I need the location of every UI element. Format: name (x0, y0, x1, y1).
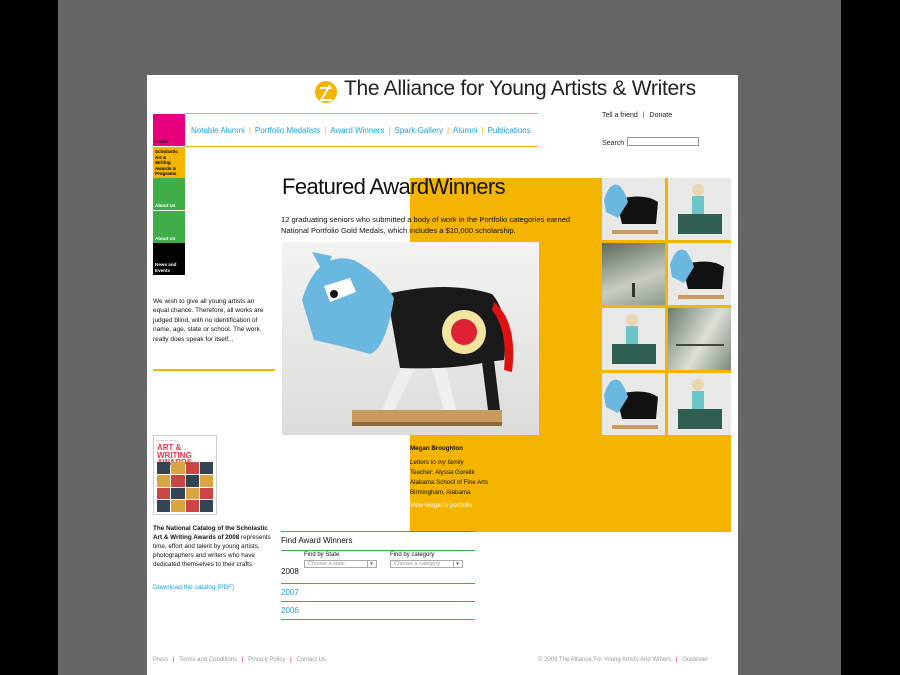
footer-copyright (538, 657, 708, 663)
year-2007-link[interactable]: 2007 (281, 588, 299, 597)
catalog-cover-image[interactable] (153, 435, 217, 515)
footer-links (153, 657, 326, 663)
find-title: Find Award Winners (281, 536, 353, 545)
side-block-news-events[interactable]: News and Events (153, 243, 185, 275)
thumbnail-horse-1[interactable] (602, 178, 665, 240)
footer-terms-link[interactable]: Terms and Conditions (179, 657, 238, 663)
state-select[interactable] (304, 560, 377, 568)
catalog-description (153, 525, 271, 570)
side-block-scholastic[interactable]: Scholastic Art & Writing Awards & Programs (153, 147, 185, 179)
find-by-category-label: Find by category (390, 552, 435, 558)
category-select[interactable] (390, 560, 463, 568)
category-select-value: Choose a category (394, 561, 441, 567)
footer-separator: | (290, 657, 292, 663)
search-input[interactable] (627, 137, 699, 146)
nav-publications[interactable]: Publications (487, 125, 531, 135)
feature-description: 12 graduating seniors who submitted a body of work in the Portfolio categories earned National Portfolio Gold Medals, which includes a $10,000 scholarship. (281, 215, 571, 235)
cover-header-rule: — — — — — (156, 438, 178, 442)
download-catalog-label[interactable]: Download the catalog (153, 584, 216, 591)
thumbnail-horse-3[interactable] (602, 373, 665, 435)
view-portfolio-link[interactable]: View Megan's portfolio (410, 501, 472, 509)
footer-separator: | (675, 657, 678, 663)
find-by-state-label: Find by State (304, 552, 340, 558)
divider (153, 369, 275, 371)
thumbnail-landscape-2[interactable] (668, 308, 731, 370)
thumbnail-grid (602, 178, 731, 433)
nav-separator: | (388, 125, 391, 135)
figure-sculpture-icon (668, 373, 731, 435)
thumbnail-landscape-1[interactable] (602, 243, 665, 305)
catalog-description-rest: represents time, effort and talent by young artists, photographers and writers who have dedicated themselves to their crafts (153, 533, 271, 568)
footer-separator: | (241, 657, 244, 663)
catalog-cover-title: ART & WRITING (157, 443, 192, 460)
guidester-link[interactable]: Guidester (682, 657, 709, 663)
utility-separator: | (642, 112, 645, 119)
landscape-photo-icon (602, 243, 665, 305)
utility-links (602, 112, 672, 119)
catalog-description-bold: The National Catalog of the Scholastic Art & Writing Awards of 2008 (153, 525, 268, 541)
thumbnail-figure-1[interactable] (668, 178, 731, 240)
figure-sculpture-icon (668, 178, 731, 240)
feature-title: Featured AwardWinners (282, 174, 505, 199)
page (147, 75, 738, 675)
footer-contact-link[interactable]: Contact Us (296, 657, 327, 663)
chevron-down-icon[interactable]: ▾ (453, 561, 461, 567)
nav-notable-alumni[interactable]: Notable Alumni (191, 125, 245, 135)
year-2008[interactable]: 2008 (281, 567, 299, 576)
artist-teacher: Teacher: Alyssa Gorelik (410, 468, 475, 476)
nav-separator: | (446, 125, 450, 135)
nav-spark-gallery[interactable]: Spark Gallery (394, 125, 443, 135)
search-label: Search (602, 140, 625, 147)
green-divider (281, 619, 475, 620)
nav-separator: | (248, 125, 251, 135)
nav-portfolio-medalists[interactable]: Portfolio Medalists (254, 125, 321, 135)
chevron-down-icon[interactable]: ▾ (367, 561, 375, 567)
artwork-title: Letters to my family (410, 458, 464, 466)
find-row-2008 (281, 551, 475, 583)
horse-sculpture-icon (602, 373, 665, 435)
artwork-caption (410, 444, 540, 511)
featured-artwork-image[interactable] (282, 242, 539, 435)
footer-press-link[interactable]: Press (153, 657, 169, 663)
main-nav (185, 113, 538, 147)
footer-separator: | (173, 657, 175, 663)
state-select-value: Choose a state (308, 561, 345, 567)
nav-alumni[interactable]: Alumni (453, 125, 478, 135)
download-catalog-link[interactable] (153, 584, 234, 591)
tell-a-friend-link[interactable]: Tell a friend (602, 112, 638, 119)
footer-privacy-link[interactable]: Privacy Policy (248, 657, 286, 663)
year-2006-link[interactable]: 2006 (281, 606, 299, 615)
download-catalog-format[interactable]: [PDF] (217, 584, 234, 591)
nav-award-winners[interactable]: Award Winners (330, 125, 385, 135)
side-block-home[interactable]: Home (153, 114, 185, 146)
artist-school: Alabama School of Fine Arts (410, 478, 489, 486)
side-block-about-us[interactable]: About Us (153, 178, 185, 210)
figure-sculpture-icon (602, 308, 665, 370)
alliance-logo-icon[interactable] (315, 81, 337, 103)
intro-text: We wish to give all young artists an equal chance. Therefore, all works are judged blind, with no identification of name, age, state or school. The work really does speak for itself... (153, 298, 264, 343)
site-title[interactable]: The Alliance for Young Artists & Writers (344, 77, 696, 100)
thumbnail-figure-3[interactable] (668, 373, 731, 435)
artist-name: Megan Broughton (410, 445, 463, 452)
donate-link[interactable]: Donate (649, 112, 673, 119)
artist-city: Birmingham, Alabama (410, 488, 471, 496)
copyright-text: © 2009 The Alliance For Young Artists And Writers (538, 657, 672, 663)
nav-separator: | (324, 125, 327, 135)
horse-sculpture-icon (602, 178, 665, 240)
nav-separator: | (481, 125, 484, 135)
thumbnail-figure-2[interactable] (602, 308, 665, 370)
horse-sculpture-icon (282, 242, 539, 435)
cover-mosaic (157, 462, 213, 512)
find-award-winners (281, 531, 475, 620)
thumbnail-horse-2[interactable] (668, 243, 731, 305)
side-block-about-us-2[interactable]: About Us (153, 211, 185, 243)
horse-sculpture-icon (668, 243, 731, 305)
landscape-photo-icon (668, 308, 731, 370)
